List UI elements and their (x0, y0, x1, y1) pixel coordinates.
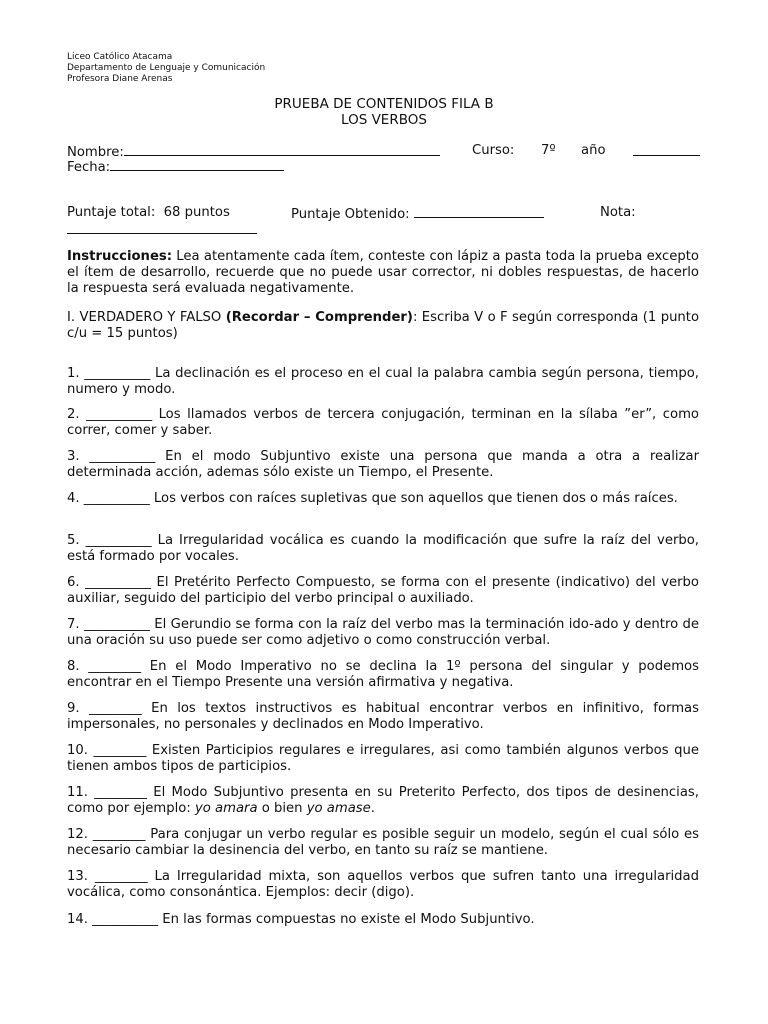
instructions-label: Instrucciones: (67, 249, 173, 264)
instructions-text: Lea atentamente cada ítem, conteste con lápiz a pasta toda la prueba excepto el ítem de desarrollo, recuerde que no puede usar corrector, ni dobles respuestas, de hacerlo la respuesta será evaluada negativamente. (67, 249, 699, 296)
question-9 (67, 701, 699, 732)
curso-value: 7º (541, 143, 556, 158)
question-12 (67, 827, 699, 858)
nota-blank[interactable] (67, 221, 257, 234)
question-11-example-1: yo amara (194, 800, 258, 816)
section-1-heading (67, 310, 699, 342)
puntaje-obtenido-blank[interactable] (414, 205, 544, 218)
answer-blank-6[interactable]: 6. __________ (67, 575, 152, 590)
question-2-text: Los llamados verbos de tercera conjugación, terminan en la sílaba ”er”, como correr, comer y saber. (67, 407, 699, 438)
question-11-end: . (370, 800, 375, 816)
exam-subtitle: LOS VERBOS (341, 112, 427, 128)
nombre-blank[interactable] (124, 143, 440, 156)
question-6-text: El Pretérito Perfecto Compuesto, se forma con el presente (indicativo) del verbo auxiliar, seguido del participio del verbo principal o auxiliado. (67, 575, 699, 606)
school-header (67, 52, 265, 85)
answer-blank-10[interactable]: 10. ________ (67, 743, 147, 758)
answer-blank-9[interactable]: 9. ________ (67, 701, 142, 716)
question-7 (67, 617, 699, 648)
nota-blank-field (67, 221, 257, 238)
curso-blank[interactable] (633, 143, 700, 156)
answer-blank-1[interactable]: 1. __________ (67, 366, 151, 381)
question-2 (67, 407, 699, 438)
question-9-text: En los textos instructivos es habitual encontrar verbos en infinitivo, formas impersonales, no personales y declinados en Modo Imperativo. (67, 701, 699, 732)
question-4 (67, 491, 699, 507)
question-10 (67, 743, 699, 774)
question-8-text: En el Modo Imperativo no se declina la 1º persona del singular y podemos encontrar en el Tiempo Presente una versión afirmativa y negativa. (67, 659, 699, 690)
puntaje-obtenido-label: Puntaje Obtenido: (291, 207, 410, 222)
question-7-text: El Gerundio se forma con la raíz del verbo mas la terminación ido-ado y dentro de una oración su uso puede ser como adjetivo o como construcción verbal. (67, 617, 699, 648)
question-12-text: Para conjugar un verbo regular es posible seguir un modelo, según el cual sólo es necesario cambiar la desinencia del verbo, en tanto su raíz se mantiene. (67, 827, 699, 858)
anio-label: año (581, 143, 606, 158)
question-4-text: Los verbos con raíces supletivas que son aquellos que tienen dos o más raíces. (149, 491, 678, 506)
question-13 (67, 869, 699, 900)
question-10-text: Existen Participios regulares e irregulares, asi como también algunos verbos que tienen ambos tipos de participios. (67, 743, 699, 774)
question-11-connector: o bien (257, 800, 307, 816)
curso-blank-field (633, 143, 700, 160)
answer-blank-14[interactable]: 14. __________ (67, 912, 159, 927)
section-1-prefix: I. VERDADERO Y FALSO (67, 310, 226, 325)
puntaje-total (67, 205, 230, 220)
question-11-text: El Modo Subjuntivo presenta en su Preterito Perfecto, dos tipos de desinencias, como por ejemplo: (67, 785, 699, 816)
question-3 (67, 449, 699, 480)
question-11-example-2: yo amase (306, 800, 371, 816)
question-1-text: La declinación es el proceso en el cual la palabra cambia según persona, tiempo, numero y modo. (67, 366, 699, 397)
question-1 (67, 366, 699, 397)
question-14-text: En las formas compuestas no existe el Modo Subjuntivo. (158, 912, 535, 927)
question-5 (67, 533, 699, 564)
question-8 (67, 659, 699, 690)
curso-field (472, 143, 514, 158)
fecha-field (67, 158, 284, 175)
answer-blank-5[interactable]: 5. __________ (67, 533, 152, 548)
nota-label: Nota: (600, 205, 636, 220)
exam-title: PRUEBA DE CONTENIDOS FILA B (274, 96, 494, 112)
teacher-name: Profesora Diane Arenas (67, 74, 173, 84)
answer-blank-4[interactable]: 4. __________ (67, 491, 150, 506)
question-13-text: La Irregularidad mixta, son aquellos verbos que sufren tanto una irregularidad vocálica, como consonántica. Ejemplos: decir (digo). (67, 869, 699, 900)
question-11 (67, 785, 699, 816)
curso-label: Curso: (472, 143, 515, 158)
answer-blank-8[interactable]: 8. ________ (67, 659, 142, 674)
question-6 (67, 575, 699, 606)
nombre-label: Nombre: (67, 145, 124, 160)
instructions (67, 249, 699, 297)
answer-blank-3[interactable]: 3. __________ (67, 449, 156, 464)
fecha-label: Fecha: (67, 160, 111, 175)
answer-blank-13[interactable]: 13. ________ (67, 869, 148, 884)
question-5-text: La Irregularidad vocálica es cuando la modificación que sufre la raíz del verbo, está formado por vocales. (67, 533, 699, 564)
puntaje-total-label: Puntaje total: (67, 205, 156, 220)
answer-blank-11[interactable]: 11. ________ (67, 785, 147, 800)
question-14 (67, 912, 699, 928)
school-name: Liceo Católico Atacama (67, 52, 173, 62)
section-1-skill: (Recordar – Comprender) (225, 310, 413, 325)
section-1-instructions: : Escriba V o F según corresponda (1 punto c/u = 15 puntos) (67, 310, 700, 341)
department-name: Departamento de Lenguaje y Comunicación (67, 63, 266, 73)
puntaje-obtenido-field (291, 205, 544, 222)
answer-blank-2[interactable]: 2. __________ (67, 407, 153, 422)
answer-blank-12[interactable]: 12. ________ (67, 827, 146, 842)
answer-blank-7[interactable]: 7. __________ (67, 617, 150, 632)
question-3-text: En el modo Subjuntivo existe una persona que manda a otra a realizar determinada acción, ademas sólo existe un Tiempo, el Presente. (67, 449, 699, 480)
fecha-blank[interactable] (110, 158, 284, 171)
puntaje-total-value: 68 puntos (163, 205, 230, 220)
